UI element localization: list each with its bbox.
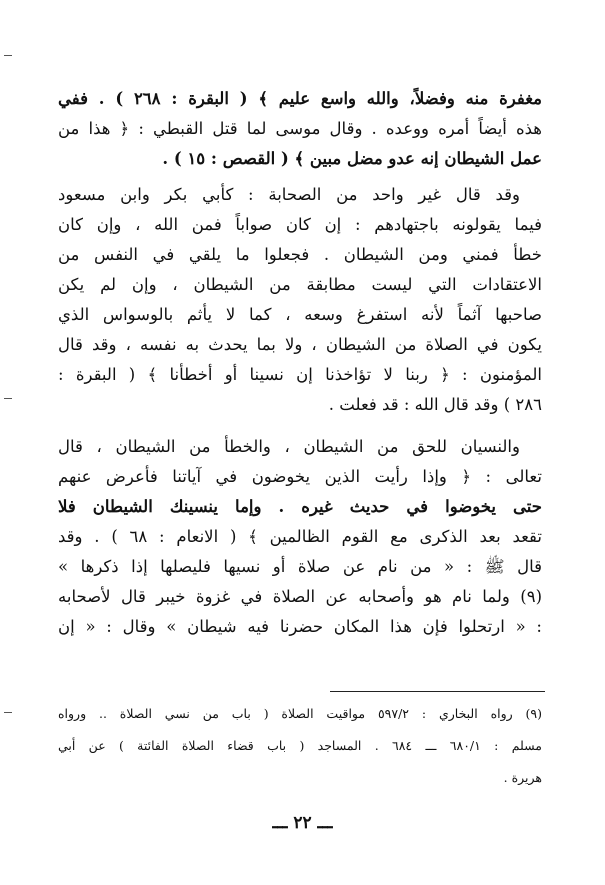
text-line: حتى يخوضوا في حديث غيره . وإما ينسينك الشيطان فلا xyxy=(58,497,542,516)
text-line: فيما يقولونه باجتهادهم : إن كان صواباً فمن الله ، وإن كان xyxy=(58,215,542,234)
margin-tick xyxy=(4,398,12,399)
text-line: تعالى : ﴿ وإذا رأيت الذين يخوضون في آياتنا فأعرض عنهم xyxy=(58,467,542,486)
footnote-line: هريرة . xyxy=(503,770,542,785)
text-line: وقد قال غير واحد من الصحابة : كأبي بكر وابن مسعود xyxy=(58,185,520,204)
footnote-line: (٩) رواه البخاري : ٥٩٧/٢ مواقيت الصلاة ( باب من نسي الصلاة .. ورواه xyxy=(58,706,542,721)
text-line: تقعد بعد الذكرى مع القوم الظالمين ﴾ ( الانعام : ٦٨ ) . وقد xyxy=(58,527,542,546)
text-line: مغفرة منه وفضلاً، والله واسع عليم ﴾ ( البقرة : ٢٦٨ ) . ففي xyxy=(58,89,542,108)
text-line: يكون في الصلاة من الشيطان ، ولا بما يحدث به نفسه ، وقد قال xyxy=(58,335,542,354)
text-line: هذه أيضاً أمره ووعده . وقال موسى لما قتل القبطي : ﴿ هذا من xyxy=(58,119,542,138)
footnote-line: مسلم : ٦٨٠/١ ـــ ٦٨٤ . المساجد ( باب قضاء الصلاة الفائتة ) عن أبي xyxy=(58,738,542,753)
text-line: والنسيان للحق من الشيطان ، والخطأ من الشيطان ، قال xyxy=(58,437,520,456)
text-line: صاحبها آثماً لأنه استفرغ وسعه ، كما لا يأثم بالوسواس الذي xyxy=(58,305,542,324)
margin-tick xyxy=(4,712,12,713)
page-number: ـــ ٢٢ ـــ xyxy=(272,813,333,833)
text-line: ٢٨٦ ) وقد قال الله : قد فعلت . xyxy=(328,395,542,414)
footnote-separator xyxy=(330,691,545,692)
text-line: (٩) ولما نام هو وأصحابه عن الصلاة في غزوة خيبر قال لأصحابه xyxy=(58,587,542,606)
text-line: خطأ فمني ومن الشيطان . فجعلوا ما يلقي في النفس من xyxy=(58,245,542,264)
margin-tick xyxy=(4,55,12,56)
text-line: المؤمنون : ﴿ ربنا لا تؤاخذنا إن نسينا أو أخطأنا ﴾ ( البقرة : xyxy=(58,365,542,384)
text-line: : « ارتحلوا فإن هذا المكان حضرنا فيه شيطان » وقال : « إن xyxy=(58,617,542,636)
text-line: قال ﷺ : « من نام عن صلاة أو نسيها فليصلها إذا ذكرها » xyxy=(58,557,542,576)
text-line: الاعتقادات التي ليست مطابقة من الشيطان ، وإن لم يكن xyxy=(58,275,542,294)
text-line: عمل الشيطان إنه عدو مضل مبين ﴾ ( القصص : ١٥ ) . xyxy=(162,149,542,168)
